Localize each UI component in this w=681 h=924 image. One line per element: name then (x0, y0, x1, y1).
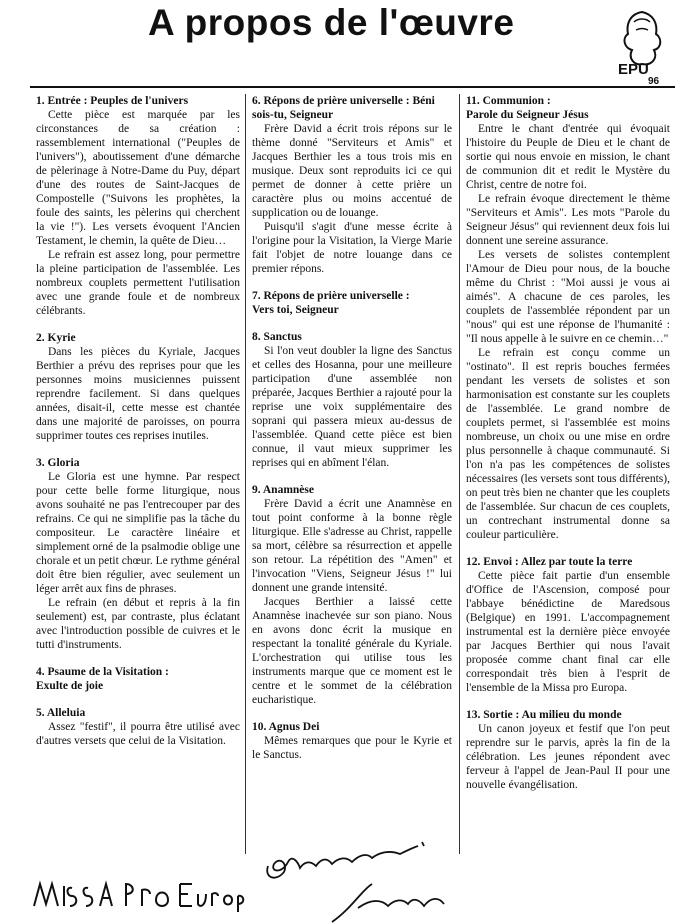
section-paragraph: Jacques Berthier a laissé cette Anamnèse inachevée sur son piano. Nous en avons donc écrit la musique en respectant la tonalité générale du Kyriale. L'orchestration qui utilise tous les instruments marque que ce moment est le centre et le sommet de la célébration eucharistique. (252, 596, 452, 706)
epu-logo (612, 8, 672, 86)
section-paragraph: Le refrain évoque directement le thème "Serviteurs et Amis". Les mots "Parole du Seigneur Jésus" qui reviennent deux fois lui donnent une sereine assurance. (466, 193, 670, 247)
section (252, 289, 452, 317)
section-heading: 9. Anamnèse (252, 484, 314, 496)
section (466, 555, 670, 695)
section (36, 665, 240, 693)
column-2 (252, 94, 452, 775)
column-divider (245, 94, 246, 854)
section-heading: 2. Kyrie (36, 332, 76, 344)
section (36, 706, 240, 748)
missa-pro-europa-signature (30, 876, 250, 916)
section-paragraph: Frère David a écrit trois répons sur le thème donné "Serviteurs et Amis" et Jacques Berthier les a tous trois mis en musique. Deux sont reproduits ici ce qui permet de donner à cette prière un caractère plus ou moins accentué de supplication ou de louange. (252, 123, 452, 219)
section-paragraph: Entre le chant d'entrée qui évoquait l'histoire du Peuple de Dieu et le chant de sortie qui nous envoie en mission, le chant de communion dit et redit le Mystère du Christ, centre de notre foi. (466, 123, 670, 191)
section (252, 330, 452, 470)
section-heading: 13. Sortie : Au milieu du monde (466, 709, 622, 721)
column-3 (466, 94, 670, 805)
section-heading: 6. Répons de prière universelle : Béni sois-tu, Seigneur (252, 95, 435, 121)
section-heading: 4. Psaume de la Visitation : Exulte de joie (36, 666, 169, 692)
header-rule (30, 86, 675, 88)
section-heading: 8. Sanctus (252, 331, 302, 343)
svg-text:96: 96 (648, 76, 660, 86)
section (466, 94, 670, 542)
section-heading: 5. Alleluia (36, 707, 86, 719)
section-heading: 1. Entrée : Peuples de l'univers (36, 95, 189, 107)
section-paragraph: Puisqu'il s'agit d'une messe écrite à l'origine pour la Visitation, la Vierge Marie fait l'objet de notre louange dans ce premier répons. (252, 221, 452, 275)
section-heading: 10. Agnus Dei (252, 721, 320, 733)
section-paragraph: Un canon joyeux et festif que l'on peut reprendre sur le parvis, après la fin de la célébration. Les jeunes répondent avec ferveur à l'appel de Jean-Paul II pour une nouvelle évangélisation. (466, 723, 670, 791)
section-paragraph: Dans les pièces du Kyriale, Jacques Berthier a prévu des reprises pour que les personnes moins musiciennes puissent reprendre facilement. Si dans quelques années, disait-il, cette messe est chantée dans une majorité de paroisses, on pourra supprimer toutes ces reprises inutiles. (36, 346, 240, 442)
section-paragraph: Le refrain (en début et repris à la fin seulement) est, par contraste, plus éclatant avec l'introduction possible de cuivres et le tutti d'instruments. (36, 597, 240, 651)
column-1 (36, 94, 240, 761)
section (252, 94, 452, 276)
section-heading: 11. Communion : Parole du Seigneur Jésus (466, 95, 589, 121)
section (36, 331, 240, 443)
section-paragraph: Frère David a écrit une Anamnèse en tout point conforme à la bonne règle liturgique. Elle s'adresse au Christ, rappelle sa mort, célèbre sa résurrection et appelle son retour. La répétition des "Amen" et l'invocation "Viens, Seigneur Jésus !" lui donnent une grande intensité. (252, 498, 452, 594)
page-title: A propos de l'œuvre (148, 2, 515, 43)
section-paragraph: Cette pièce est marquée par les circonstances de sa création : rassemblement international ("Peuples de l'univers"), aboutissement d'une démarche de pèlerinage à Notre-Dame du Puy, départ d'une des routes de Saint-Jacques de Compostelle ("Suivons les prophètes, la foule des saints, les pèlerins qui cherchent la vie !"). Les versets évoquent l'Ancien Testament, le chemin, la quête de Dieu… (36, 109, 240, 247)
handwritten-signatures (262, 838, 462, 924)
section-heading: 3. Gloria (36, 457, 80, 469)
section-paragraph: Les versets de solistes contemplent l'Amour de Dieu pour nous, de la bouche même du Christ : "Moi aussi je vous ai aimés". A chacune de ces paroles, les couplets de l'assemblée répondent par un "nous" qui est une réponse de l'humanité : "Il nous appelle à le suivre en ce chemin…" (466, 249, 670, 345)
section-paragraph: Cette pièce fait partie d'un ensemble d'Office de l'Ascension, composé pour l'abbaye bénédictine de Maredsous (Belgique) en 1991. L'accompagnement instrumental est la dernière pièce envoyée par Jacques Berthier qui nous l'avait proposée comme chant final car elle correspondait très bien à l'esprit de l'ensemble de la Missa pro Europa. (466, 570, 670, 694)
section-heading: 12. Envoi : Allez par toute la terre (466, 556, 633, 568)
section-paragraph: Si l'on veut doubler la ligne des Sanctus et celles des Hosanna, pour une meilleure participation d'une assemblée non préparée, Jacques Berthier a rajouté pour la reprise une voix supplémentaire des soprani qui passera mieux au-dessus de l'assemblée. Quand cette pièce est bien connue, il vaut mieux supprimer les reprises qui en abîment l'élan. (252, 345, 452, 469)
section-paragraph: Assez "festif", il pourra être utilisé avec d'autres versets que celui de la Visitation. (36, 721, 240, 747)
section-paragraph: Le refrain est assez long, pour permettre la pleine participation de l'assemblée. Les nombreux couplets permettent l'utilisation avec une grande foule et de nombreux célébrants. (36, 249, 240, 317)
section (36, 94, 240, 318)
section (252, 720, 452, 762)
section (252, 483, 452, 707)
svg-text:EPU: EPU (618, 61, 649, 78)
section (36, 456, 240, 652)
section-paragraph: Le refrain est conçu comme un "ostinato". Il est repris bouches fermées pendant les versets de solistes et son harmonisation est constante sur les couplets de l'assemblée. Le grand nombre de couplets permet, si l'assemblée est moins nombreuse, un choix ou une mise en ordre plus personnelle à chaque communauté. Si l'on n'a pas les compétences de solistes nécessaires (les versets sont tous différents), on peut très bien ne chanter que les couplets de l'assemblée. Sur chacun de ces couplets, un contrechant instrumental donne sa couleur particulière. (466, 347, 670, 541)
section-paragraph: Mêmes remarques que pour le Kyrie et le Sanctus. (252, 735, 452, 761)
section-heading: 7. Répons de prière universelle : Vers toi, Seigneur (252, 290, 410, 316)
section-paragraph: Le Gloria est une hymne. Par respect pour cette belle forme liturgique, nous avons souhaité ne pas l'entrecouper par des refrains. Ce qui ne simplifie pas la tâche du compositeur. Le caractère linéaire et simplement orné de la psalmodie oblige une chorale et un petit chœur. Le rythme général doit être bien régulier, avec seulement un léger arrêt aux fins de phrases. (36, 471, 240, 595)
section (466, 708, 670, 792)
column-divider (459, 94, 460, 854)
